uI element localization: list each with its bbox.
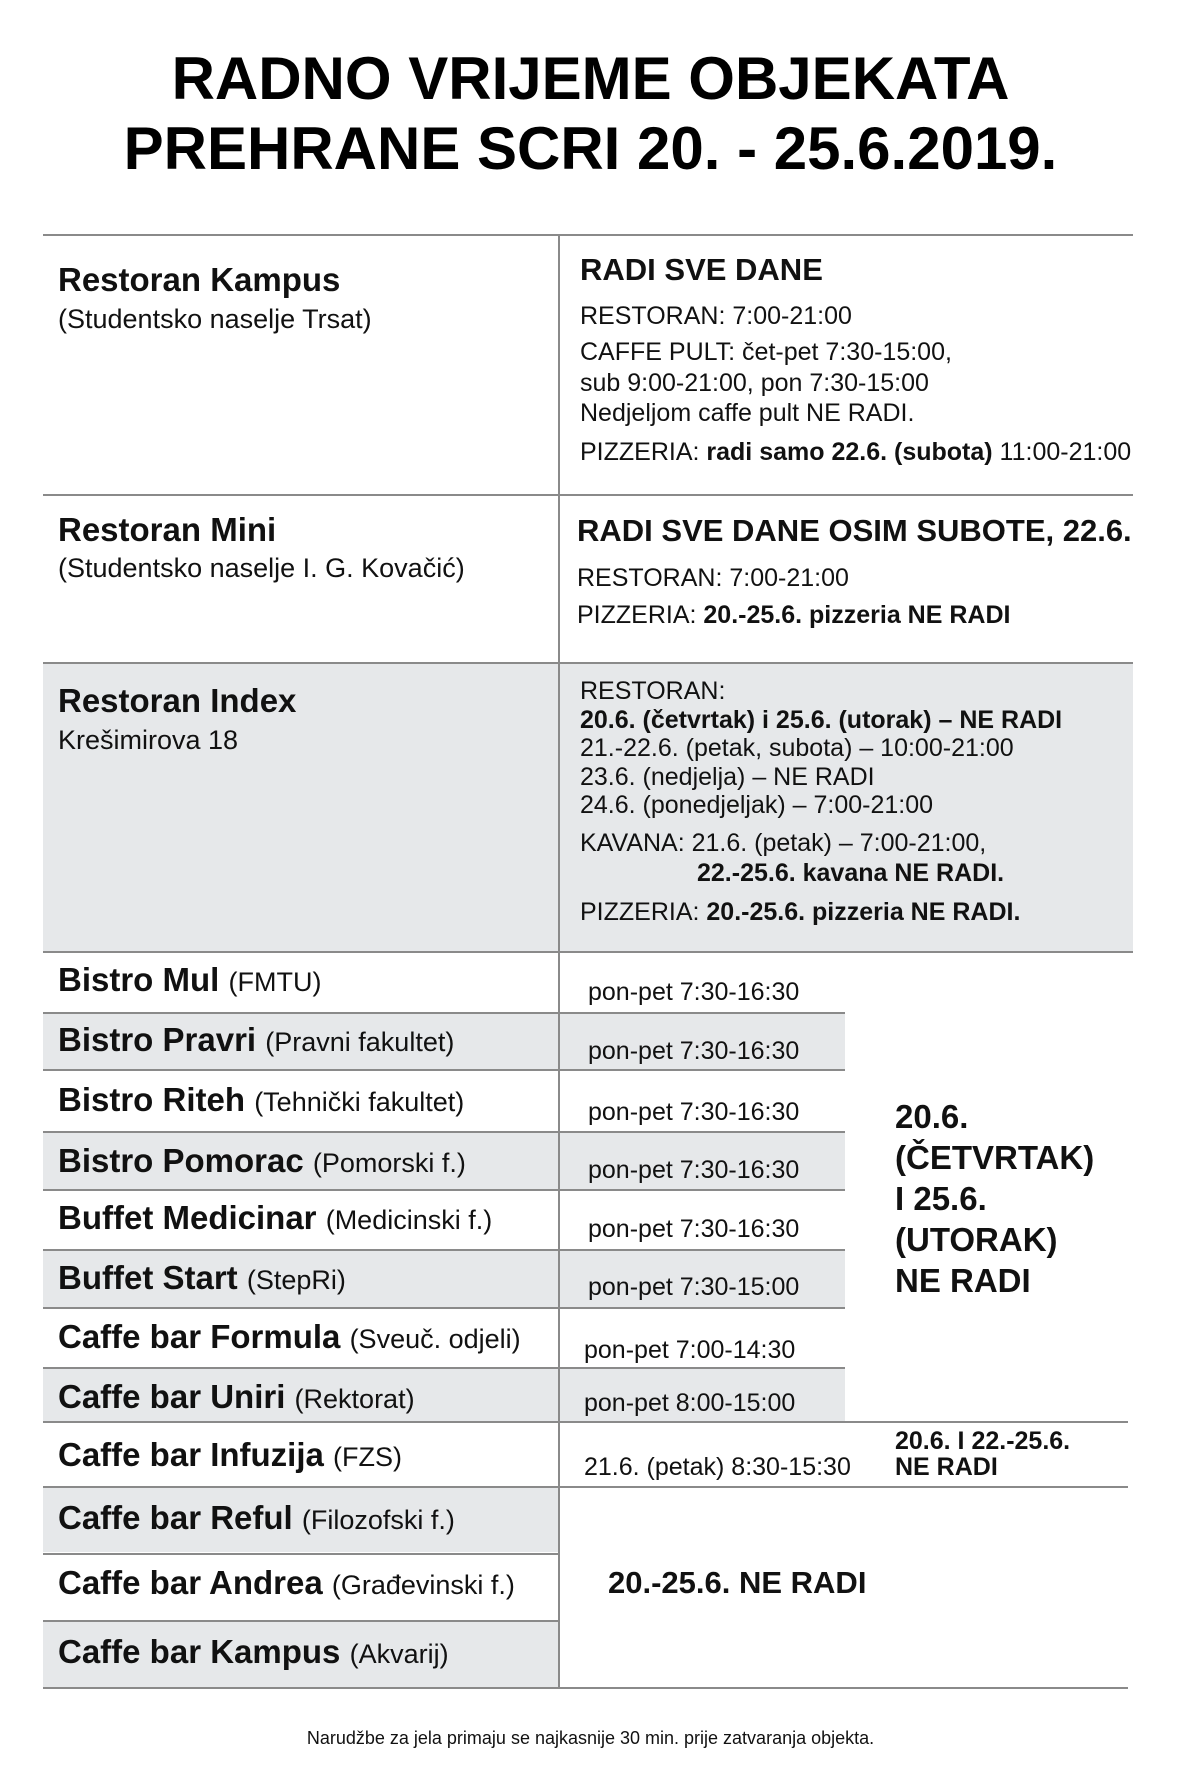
outlet-hours: pon-pet 7:30-16:30	[588, 1215, 800, 1243]
outlet-hours: pon-pet 7:30-16:30	[588, 978, 800, 1006]
divider	[43, 1553, 559, 1555]
divider	[43, 1486, 1128, 1488]
footer-note: Narudžbe za jela primaju se najkasnije 30 min. prije zatvaranja objekta.	[306, 1728, 875, 1748]
divider	[43, 951, 1133, 953]
index-line-4: 23.6. (nedjelja) – NE RADI	[580, 763, 875, 791]
closed-notice	[895, 1096, 1094, 1301]
outlet-name	[58, 1564, 515, 1602]
column-divider	[558, 234, 560, 1688]
outlet-location: (Medicinski f.)	[325, 1205, 493, 1235]
outlet-title: Caffe bar Kampus	[58, 1633, 341, 1670]
kampus-location: (Studentsko naselje Trsat)	[58, 304, 372, 334]
outlet-location: (Akvarij)	[349, 1639, 449, 1669]
index-kavana: KAVANA: 21.6. (petak) – 7:00-21:00,	[580, 829, 987, 857]
outlet-hours: pon-pet 7:30-16:30	[588, 1098, 800, 1126]
closed-line: (ČETVRTAK)	[895, 1139, 1095, 1176]
outlet-name	[58, 1021, 454, 1059]
outlet-location: (Pomorski f.)	[312, 1148, 466, 1178]
divider	[43, 1249, 845, 1251]
index-kavana-closed: 22.-25.6. kavana NE RADI.	[697, 859, 1005, 887]
outlet-hours: 21.6. (petak) 8:30-15:30	[584, 1453, 851, 1481]
outlet-hours: pon-pet 7:30-16:30	[588, 1156, 800, 1184]
divider	[43, 1069, 845, 1071]
divider	[43, 234, 1133, 236]
outlet-title: Caffe bar Uniri	[58, 1378, 286, 1415]
mini-name: Restoran Mini	[58, 511, 277, 548]
index-line-2: 20.6. (četvrtak) i 25.6. (utorak) – NE RADI	[580, 706, 1063, 734]
mini-pizzeria	[577, 600, 1010, 630]
outlet-title: Buffet Medicinar	[58, 1199, 317, 1236]
closed-line: NE RADI	[895, 1262, 1031, 1299]
group-closed-notice: 20.-25.6. NE RADI	[608, 1565, 867, 1600]
pizzeria-label: PIZZERIA:	[580, 438, 707, 466]
outlet-location: (Sveuč. odjeli)	[349, 1324, 521, 1354]
divider	[43, 1421, 1128, 1423]
outlet-title: Caffe bar Reful	[58, 1499, 293, 1536]
outlet-location: (Pravni fakultet)	[265, 1027, 455, 1057]
closed-line: 20.6. I 22.-25.6.	[895, 1427, 1071, 1455]
outlet-name	[58, 1436, 402, 1474]
pizzeria-hours: 11:00-21:00	[992, 438, 1132, 466]
pizzeria-bold: 20.-25.6. pizzeria NE RADI.	[706, 898, 1021, 926]
outlet-name	[58, 1081, 464, 1119]
outlet-name	[58, 1633, 449, 1671]
pizzeria-label: PIZZERIA:	[577, 601, 704, 629]
pizzeria-bold: 20.-25.6. pizzeria NE RADI	[703, 601, 1011, 629]
kampus-restoran: RESTORAN: 7:00-21:00	[580, 302, 852, 330]
divider	[43, 1189, 845, 1191]
kampus-name: Restoran Kampus	[58, 261, 341, 298]
outlet-hours: pon-pet 7:30-15:00	[588, 1273, 800, 1301]
divider	[43, 1687, 1128, 1689]
pizzeria-bold: radi samo 22.6. (subota)	[706, 438, 993, 466]
outlet-title: Bistro Pravri	[58, 1021, 257, 1058]
outlet-name	[58, 1199, 492, 1237]
outlet-title: Buffet Start	[58, 1259, 238, 1296]
outlet-title: Caffe bar Infuzija	[58, 1436, 324, 1473]
outlet-name	[58, 1142, 466, 1180]
index-name: Restoran Index	[58, 682, 297, 719]
index-line-3: 21.-22.6. (petak, subota) – 10:00-21:00	[580, 734, 1014, 762]
kampus-header: RADI SVE DANE	[580, 252, 823, 287]
outlet-location: (Rektorat)	[294, 1384, 415, 1414]
divider	[43, 494, 1133, 496]
closed-line: NE RADI	[895, 1453, 998, 1481]
outlet-title: Caffe bar Formula	[58, 1318, 341, 1355]
index-line-1: RESTORAN:	[580, 677, 726, 705]
outlet-location: (FZS)	[333, 1442, 403, 1472]
divider	[43, 1012, 845, 1014]
outlet-name	[58, 1259, 346, 1297]
index-location: Krešimirova 18	[58, 725, 239, 755]
infuzija-closed	[895, 1428, 1070, 1480]
kampus-pizzeria	[580, 437, 1131, 467]
mini-header: RADI SVE DANE OSIM SUBOTE, 22.6.	[577, 513, 1132, 548]
outlet-name	[58, 1499, 455, 1537]
outlet-title: Bistro Pomorac	[58, 1142, 304, 1179]
divider	[43, 1307, 845, 1309]
outlet-hours: pon-pet 7:30-16:30	[588, 1037, 800, 1065]
kampus-caffe-3: Nedjeljom caffe pult NE RADI.	[580, 399, 915, 427]
outlet-title: Caffe bar Andrea	[58, 1564, 323, 1601]
mini-restoran: RESTORAN: 7:00-21:00	[577, 564, 849, 592]
closed-line: I 25.6.	[895, 1180, 987, 1217]
outlet-name	[58, 961, 321, 999]
outlet-title: Bistro Mul	[58, 961, 220, 998]
outlet-title: Bistro Riteh	[58, 1081, 246, 1118]
outlet-hours: pon-pet 7:00-14:30	[584, 1336, 796, 1364]
page-title	[0, 44, 1181, 184]
index-pizzeria	[580, 897, 1020, 927]
outlet-hours: pon-pet 8:00-15:00	[584, 1389, 796, 1417]
outlet-location: (Tehnički fakultet)	[254, 1087, 465, 1117]
outlet-location: (Filozofski f.)	[301, 1505, 455, 1535]
divider	[43, 1367, 845, 1369]
outlet-location: (Građevinski f.)	[331, 1570, 515, 1600]
closed-line: 20.6.	[895, 1098, 969, 1135]
outlet-location: (StepRi)	[246, 1265, 346, 1295]
index-line-5: 24.6. (ponedjeljak) – 7:00-21:00	[580, 791, 934, 819]
divider	[43, 1131, 845, 1133]
title-line-2: PREHRANE SCRI 20. - 25.6.2019.	[123, 115, 1058, 182]
title-line-1: RADNO VRIJEME OBJEKATA	[171, 45, 1010, 112]
closed-line: (UTORAK)	[895, 1221, 1058, 1258]
outlet-name	[58, 1378, 415, 1416]
kampus-caffe-2: sub 9:00-21:00, pon 7:30-15:00	[580, 369, 929, 397]
divider	[43, 1620, 559, 1622]
kampus-caffe-1: CAFFE PULT: čet-pet 7:30-15:00,	[580, 338, 952, 366]
mini-location: (Studentsko naselje I. G. Kovačić)	[58, 553, 465, 583]
divider	[43, 662, 1133, 664]
outlet-name	[58, 1318, 521, 1356]
outlet-location: (FMTU)	[228, 967, 322, 997]
pizzeria-label: PIZZERIA:	[580, 898, 707, 926]
